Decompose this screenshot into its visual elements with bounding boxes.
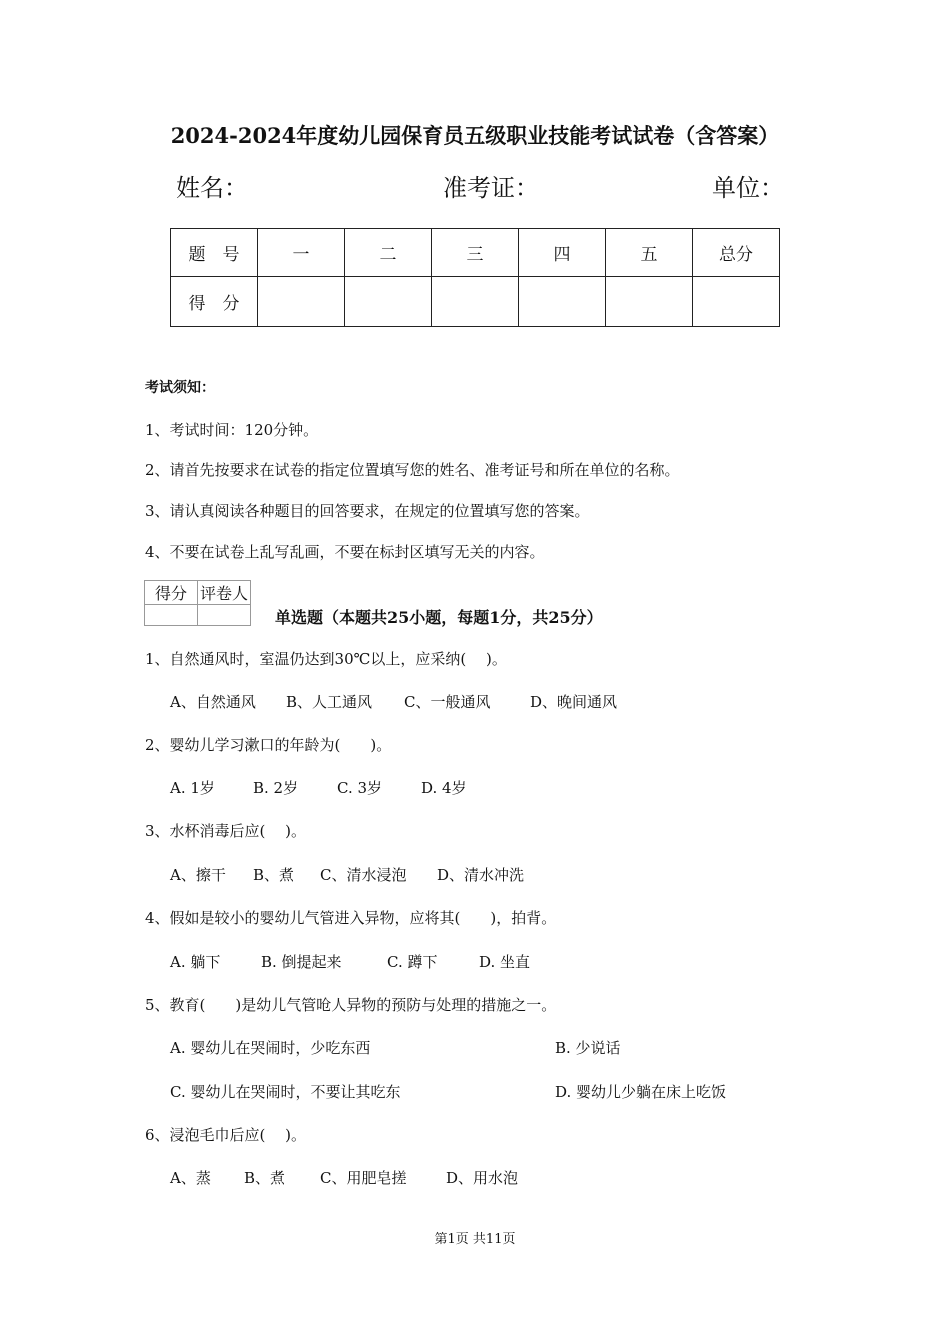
- score-header-cell: 题 号: [171, 229, 258, 277]
- question-text: 2、婴幼儿学习漱口的年龄为( )。: [145, 736, 392, 754]
- answer-option[interactable]: C. 3岁: [337, 779, 383, 797]
- score-cell[interactable]: [693, 277, 780, 327]
- answer-option[interactable]: D. 4岁: [421, 779, 467, 797]
- answer-option[interactable]: D. 婴幼儿少躺在床上吃饭: [555, 1083, 727, 1101]
- score-cell[interactable]: [432, 277, 519, 327]
- answer-option[interactable]: A、自然通风: [170, 693, 256, 711]
- question-text: 4、假如是较小的婴幼儿气管进入异物，应将其( )，拍背。: [145, 909, 557, 927]
- answer-option[interactable]: D. 坐直: [479, 953, 531, 971]
- score-cell[interactable]: [606, 277, 693, 327]
- answer-option[interactable]: C、一般通风: [404, 693, 491, 711]
- answer-option[interactable]: B. 倒提起来: [261, 953, 342, 971]
- notice-heading: 考试须知：: [145, 380, 215, 396]
- score-cell[interactable]: [345, 277, 432, 327]
- answer-option[interactable]: C、用肥皂搓: [320, 1169, 407, 1187]
- answer-option[interactable]: D、用水泡: [446, 1169, 519, 1187]
- answer-option[interactable]: B. 少说话: [555, 1039, 621, 1057]
- score-header-cell: 二: [345, 229, 432, 277]
- notice-item: 1、考试时间：120分钟。: [145, 421, 319, 439]
- score-header-cell: 一: [258, 229, 345, 277]
- exam-number-field-label: 准考证：: [443, 174, 539, 202]
- score-header-cell: 五: [606, 229, 693, 277]
- answer-option[interactable]: C、清水浸泡: [320, 866, 407, 884]
- notice-item: 3、请认真阅读各种题目的回答要求，在规定的位置填写您的答案。: [145, 502, 590, 520]
- score-header-cell: 四: [519, 229, 606, 277]
- answer-option[interactable]: C. 婴幼儿在哭闹时，不要让其吃东: [170, 1083, 401, 1101]
- notice-item: 4、不要在试卷上乱写乱画，不要在标封区填写无关的内容。: [145, 543, 545, 561]
- grader-score-cell[interactable]: [145, 605, 198, 626]
- grader-score-label: 得分: [145, 581, 198, 605]
- answer-option[interactable]: C. 蹲下: [387, 953, 438, 971]
- answer-option[interactable]: A. 1岁: [170, 779, 215, 797]
- name-field-label: 姓名：: [176, 174, 248, 202]
- answer-option[interactable]: B、人工通风: [286, 693, 373, 711]
- question-text: 1、自然通风时，室温仍达到30℃以上，应采纳( )。: [145, 650, 507, 668]
- answer-option[interactable]: B、煮: [244, 1169, 286, 1187]
- score-cell[interactable]: [519, 277, 606, 327]
- answer-option[interactable]: A、蒸: [170, 1169, 211, 1187]
- answer-option[interactable]: D、清水冲洗: [437, 866, 525, 884]
- unit-field-label: 单位：: [712, 174, 784, 202]
- grader-box: [144, 580, 251, 626]
- grader-reviewer-label: 评卷人: [198, 581, 251, 605]
- question-text: 3、水杯消毒后应( )。: [145, 822, 307, 840]
- answer-option[interactable]: B. 2岁: [253, 779, 299, 797]
- score-cell[interactable]: [258, 277, 345, 327]
- question-text: 6、浸泡毛巾后应( )。: [145, 1126, 307, 1144]
- score-table-header-row: [171, 229, 780, 277]
- question-text: 5、教育( )是幼儿气管呛人异物的预防与处理的措施之一。: [145, 996, 557, 1014]
- answer-option[interactable]: B、煮: [253, 866, 295, 884]
- page-footer: 第1页 共11页: [434, 1232, 516, 1247]
- score-table: [170, 228, 780, 327]
- notice-item: 2、请首先按要求在试卷的指定位置填写您的姓名、准考证号和所在单位的名称。: [145, 461, 680, 479]
- score-row-label: 得 分: [171, 277, 258, 327]
- answer-option[interactable]: D、晚间通风: [530, 693, 618, 711]
- section-title: 单选题（本题共25小题，每题1分，共25分）: [275, 608, 603, 627]
- grader-reviewer-cell[interactable]: [198, 605, 251, 626]
- score-table-score-row: [171, 277, 780, 327]
- answer-option[interactable]: A. 躺下: [170, 953, 221, 971]
- answer-option[interactable]: A. 婴幼儿在哭闹时，少吃东西: [170, 1039, 371, 1057]
- score-header-cell: 三: [432, 229, 519, 277]
- page-title: 2024-2024年度幼儿园保育员五级职业技能考试试卷（含答案）: [170, 123, 780, 148]
- answer-option[interactable]: A、擦干: [170, 866, 226, 884]
- score-header-cell: 总分: [693, 229, 780, 277]
